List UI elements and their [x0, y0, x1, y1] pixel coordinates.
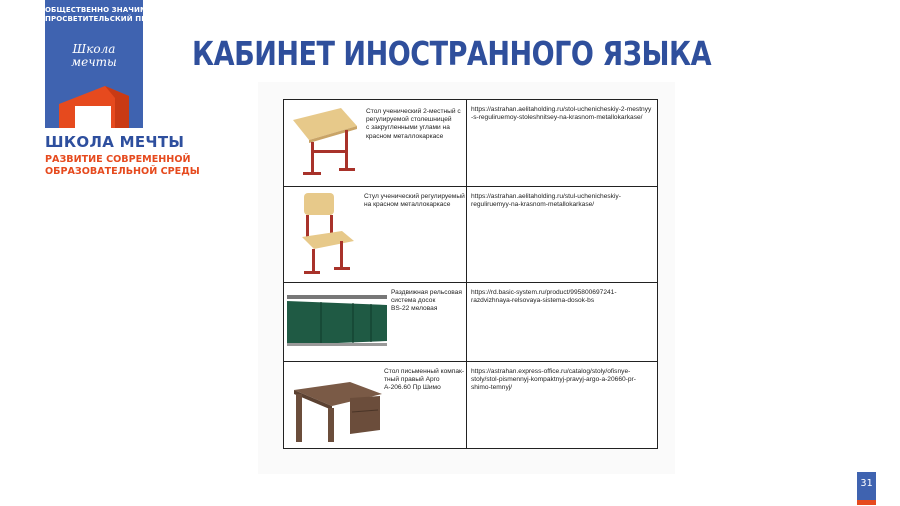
item-description-line: регулируемой столешницей — [366, 116, 452, 124]
item-description-line: BS-22 меловая — [391, 305, 438, 313]
brand-block — [45, 133, 200, 178]
item-url[interactable] — [471, 368, 653, 393]
item-description-line: тный правый Арго — [384, 376, 440, 384]
school-desk-image — [289, 106, 359, 180]
table-row — [284, 187, 658, 283]
page-number: 31 — [860, 478, 873, 489]
item-description-line: Стул ученический регулируемый — [364, 193, 465, 200]
corner-writing-desk-image — [292, 378, 384, 444]
table-row — [284, 283, 658, 362]
brand-subtitle — [45, 154, 200, 178]
item-description — [391, 289, 462, 314]
item-description-line: Стол письменный компак- — [384, 368, 465, 375]
item-description-line: система досок — [391, 297, 436, 305]
item-url-line: https://astrahan.express-office.ru/catalog/stoly/ofisnye- — [471, 368, 631, 375]
item-url[interactable] — [471, 193, 653, 209]
equipment-table — [283, 99, 658, 449]
logo-script-line1: Школа — [72, 42, 116, 56]
item-url-line: https://rd.basic-system.ru/product/995800697241- — [471, 289, 617, 296]
page-badge-accent — [857, 500, 876, 505]
page-title: КАБИНЕТ ИНОСТРАННОГО ЯЗЫКА — [192, 34, 712, 73]
brand-subtitle-line2: ОБРАЗОВАТЕЛЬНОЙ СРЕДЫ — [45, 166, 200, 177]
item-cell — [284, 100, 467, 187]
item-url-line: https://astrahan.aelitaholding.ru/stol-uchenicheskiy-2-mestnyy — [471, 106, 652, 113]
logo-script — [45, 43, 143, 69]
brand-subtitle-line1: РАЗВИТИЕ СОВРЕМЕННОЙ — [45, 154, 191, 165]
item-cell — [284, 187, 467, 283]
url-cell — [467, 362, 658, 449]
item-description-line: Стол ученический 2-местный с — [366, 108, 461, 115]
chalkboard-rail-system-image — [287, 295, 387, 347]
project-caption-line1: ОБЩЕСТВЕННО ЗНАЧИМЫЙ — [45, 6, 161, 14]
item-description-line: Раздвижная рельсовая — [391, 289, 462, 296]
item-url[interactable] — [471, 289, 653, 305]
school-chair-image — [298, 191, 356, 277]
project-banner — [45, 0, 169, 128]
school-house-icon — [59, 86, 129, 128]
project-caption-line2: ПРОСВЕТИТЕЛЬСКИЙ ПРОЕКТ — [45, 15, 169, 23]
item-url-line: reguliruemyy-na-krasnom-metallokarkase/ — [471, 201, 595, 209]
item-description-line: на красном металлокаркасе — [364, 201, 451, 209]
item-url-line: stoly/stol-pismennyj-kompaktnyj-pravyj-argo-a-20660-pr- — [471, 376, 636, 384]
item-url-line: https://astrahan.aelitaholding.ru/stul-uchenicheskiy- — [471, 193, 621, 200]
item-url-line: razdvizhnaya-relsovaya-sistema-dosok-bs — [471, 297, 595, 305]
item-description-line: красном металлокаркасе — [366, 132, 444, 140]
item-description — [366, 108, 461, 141]
page-number-badge — [857, 472, 876, 505]
url-cell — [467, 187, 658, 283]
table-row — [284, 362, 658, 449]
item-cell — [284, 283, 467, 362]
brand-name: ШКОЛА МЕЧТЫ — [45, 133, 185, 151]
item-url-line: shimo-temnyj/ — [471, 384, 513, 392]
url-cell — [467, 283, 658, 362]
table-row — [284, 100, 658, 187]
project-caption — [45, 6, 169, 24]
item-description — [384, 368, 464, 393]
item-description-line: А-206.60 Пр Шимо — [384, 384, 441, 392]
url-cell — [467, 100, 658, 187]
logo-script-line2: мечты — [71, 55, 117, 69]
item-cell — [284, 362, 467, 449]
item-description-line: с закругленными углами на — [366, 124, 450, 132]
item-url[interactable] — [471, 106, 653, 122]
item-url-line: -s-reguliruemoy-stoleshnitsey-na-krasnom-metallokarkase/ — [471, 114, 643, 122]
item-description — [364, 193, 465, 209]
